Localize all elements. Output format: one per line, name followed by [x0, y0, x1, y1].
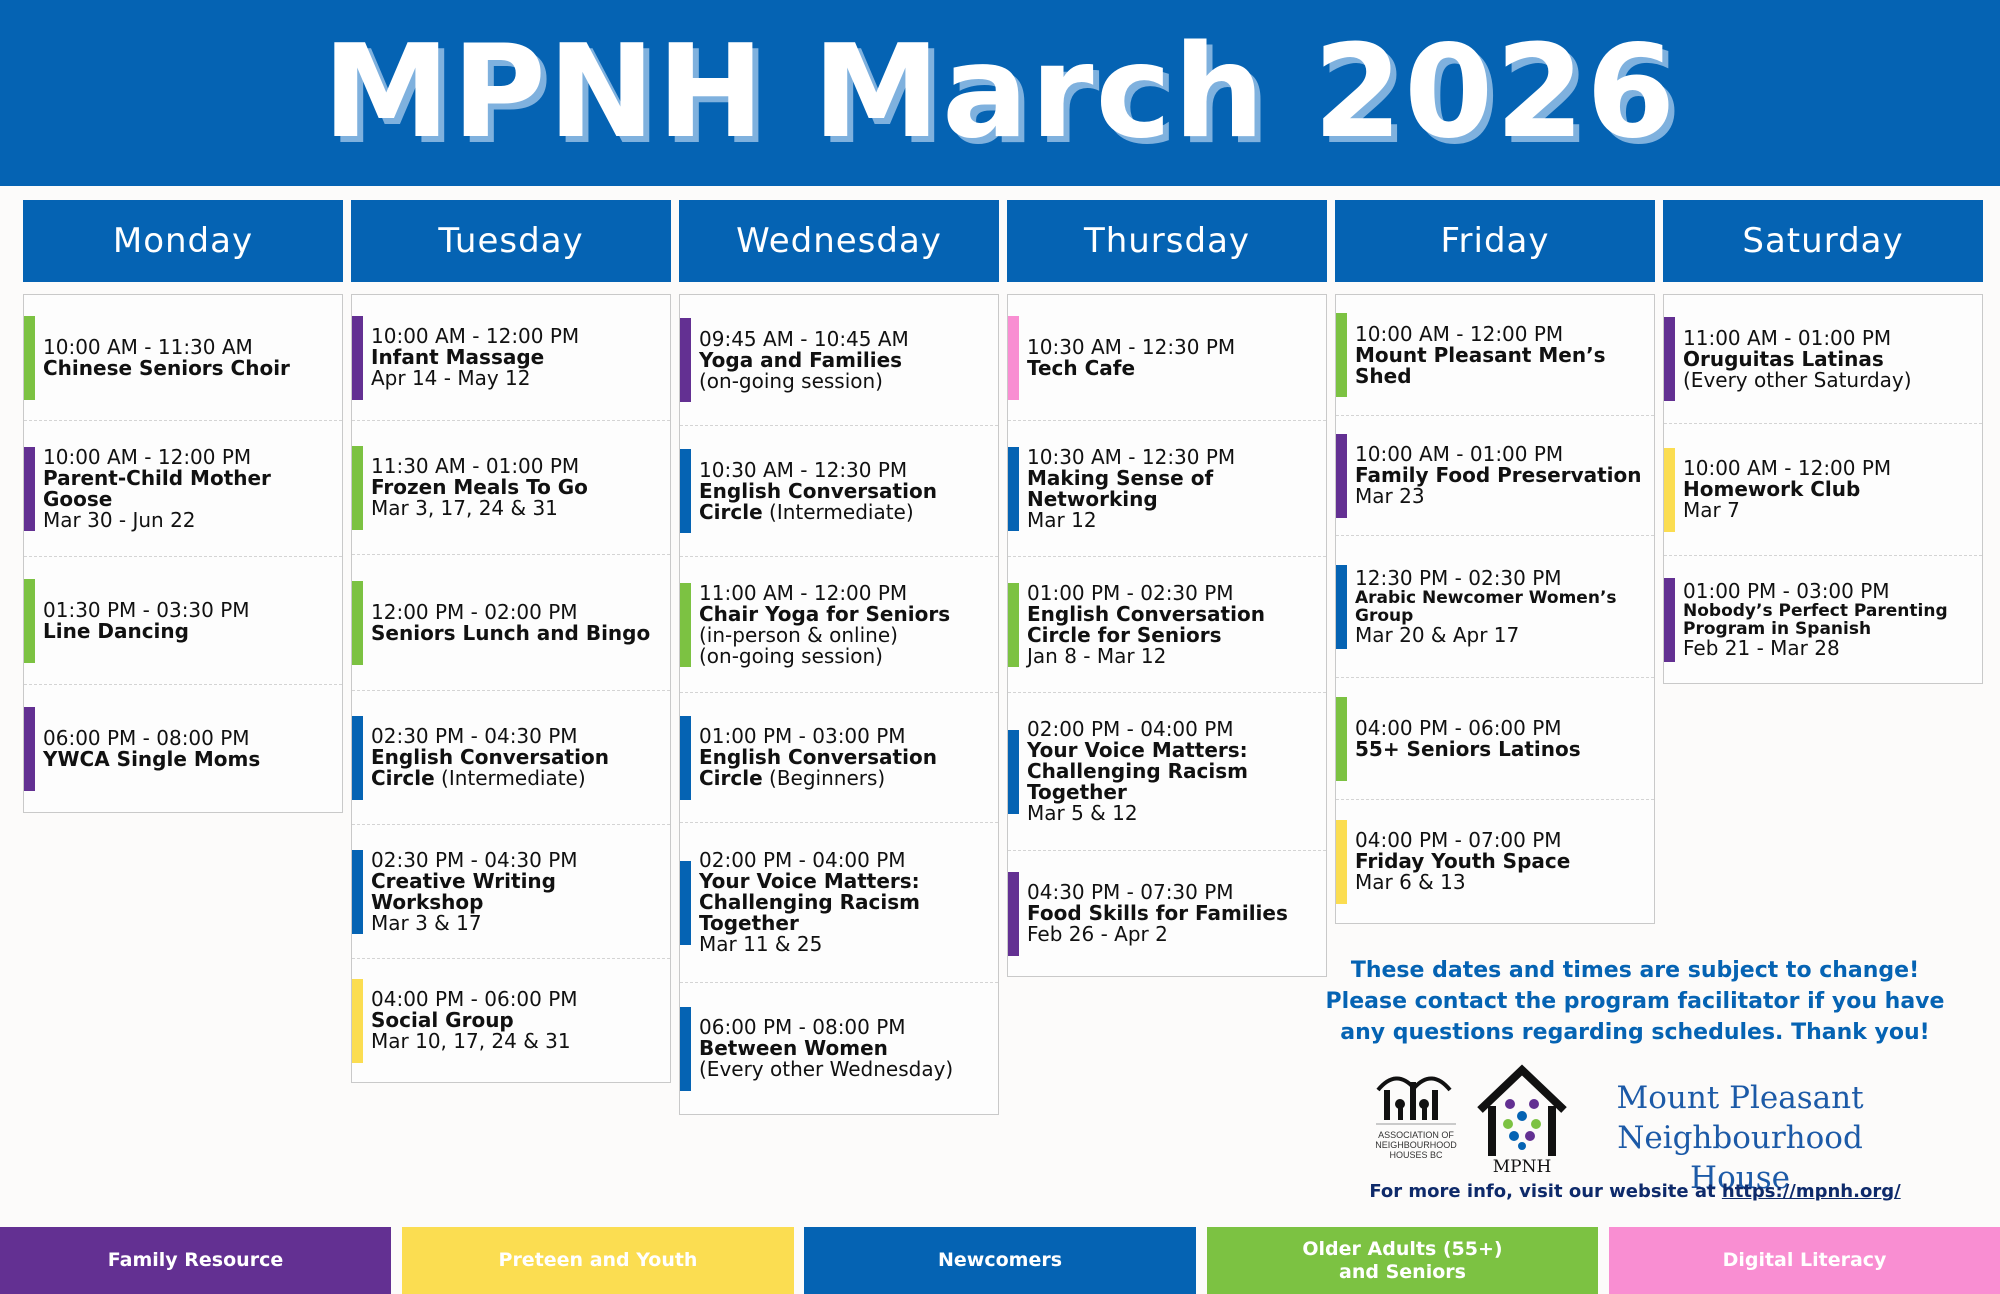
- event-text: [1008, 444, 1326, 532]
- event-item: [352, 420, 670, 554]
- mpnh-house-logo: [1480, 1070, 1564, 1177]
- day-column-thursday: [1007, 200, 1327, 977]
- event-text: [680, 1017, 959, 1080]
- category-bar: [680, 318, 691, 402]
- event-text: [1336, 444, 1648, 507]
- website-link[interactable]: https://mpnh.org/: [1721, 1181, 1901, 1202]
- event-title: Creative Writing Workshop: [371, 868, 556, 914]
- event-time: 02:00 PM - 04:00 PM: [699, 848, 906, 872]
- event-text: [1336, 830, 1576, 893]
- mpnh-logo-label: MPNH: [1492, 1157, 1552, 1177]
- category-bar: [1664, 448, 1675, 532]
- category-bar: [1008, 316, 1019, 400]
- event-time: 04:30 PM - 07:30 PM: [1027, 880, 1234, 904]
- event-title: Chinese Seniors Choir: [43, 355, 290, 380]
- event-detail: Jan 8 - Mar 12: [1027, 643, 1167, 668]
- category-bar: [1336, 565, 1347, 649]
- event-title: Chair Yoga for Seniors: [699, 601, 951, 626]
- event-title: Parent-Child Mother Goose: [43, 465, 271, 511]
- event-item: [1008, 295, 1326, 420]
- event-time: 10:00 AM - 12:00 PM: [371, 324, 580, 348]
- event-detail: Mar 3 & 17: [371, 910, 482, 935]
- event-item: [680, 822, 998, 982]
- anh-bc-logo: [1375, 1078, 1457, 1160]
- event-title: Mount Pleasant Men’s Shed: [1355, 342, 1606, 388]
- event-text: [352, 456, 594, 519]
- day-header: Thursday: [1007, 200, 1327, 282]
- category-bar: [1008, 447, 1019, 531]
- event-item: [1008, 850, 1326, 976]
- event-item: [1336, 415, 1654, 535]
- event-time: 04:00 PM - 06:00 PM: [371, 987, 578, 1011]
- event-text: [1008, 334, 1241, 380]
- event-text: [24, 725, 266, 771]
- event-detail: (in-person & online): [699, 622, 898, 647]
- category-bar: [680, 716, 691, 800]
- event-item: [24, 556, 342, 684]
- event-list: [351, 294, 671, 1083]
- day-header: Saturday: [1663, 200, 1983, 282]
- day-column-monday: [23, 200, 343, 813]
- event-detail: Mar 30 - Jun 22: [43, 507, 196, 532]
- day-header: Wednesday: [679, 200, 999, 282]
- event-detail: Mar 5 & 12: [1027, 801, 1138, 825]
- event-time: 01:00 PM - 03:00 PM: [1683, 578, 1890, 603]
- category-bar: [352, 850, 363, 934]
- event-text: [24, 334, 296, 380]
- category-bar: [1008, 730, 1019, 814]
- day-header: Friday: [1335, 200, 1655, 282]
- org-name-line: Mount Pleasant: [1616, 1080, 1864, 1116]
- event-item: [1008, 556, 1326, 692]
- event-title: Social Group: [371, 1008, 514, 1032]
- event-detail: (on-going session): [699, 368, 883, 393]
- event-text: [1336, 715, 1587, 761]
- event-title: English Conversation Circle for Seniors: [1027, 601, 1265, 647]
- event-text: [1336, 321, 1654, 388]
- event-text: [1008, 719, 1326, 824]
- event-title: Tech Cafe: [1027, 355, 1136, 380]
- legend-digital: Digital Literacy: [1609, 1227, 2000, 1294]
- event-time: 11:00 AM - 12:00 PM: [699, 580, 908, 605]
- event-text: [680, 457, 998, 524]
- event-title: Infant Massage: [371, 345, 545, 369]
- event-list: [679, 294, 999, 1115]
- category-bar: [1008, 583, 1019, 667]
- day-header: Tuesday: [351, 200, 671, 282]
- event-text: [1336, 565, 1654, 647]
- event-title: Friday Youth Space: [1355, 849, 1571, 873]
- event-time: 12:30 PM - 02:30 PM: [1355, 565, 1562, 590]
- legend-newcomers: Newcomers: [804, 1227, 1196, 1294]
- event-time: 06:00 PM - 08:00 PM: [43, 725, 250, 750]
- event-item: [1008, 692, 1326, 850]
- event-title: Arabic Newcomer Women’s Group: [1355, 587, 1617, 626]
- event-detail: Feb 21 - Mar 28: [1683, 635, 1840, 660]
- event-item: [1336, 677, 1654, 799]
- event-title: Seniors Lunch and Bingo: [371, 620, 651, 645]
- notice-line: These dates and times are subject to change!: [1350, 958, 1920, 983]
- event-time: 04:00 PM - 07:00 PM: [1355, 828, 1562, 852]
- visit-text: For more info, visit our website at: [1369, 1181, 1722, 1202]
- event-item: [352, 690, 670, 824]
- category-bar: [24, 579, 35, 663]
- event-detail: Mar 3, 17, 24 & 31: [371, 496, 558, 520]
- notice-line: any questions regarding schedules. Thank you!: [1340, 1020, 1930, 1045]
- day-header: Monday: [23, 200, 343, 282]
- event-text: [680, 326, 915, 393]
- anh-text: NEIGHBOURHOOD: [1375, 1140, 1457, 1150]
- event-detail: (Every other Saturday): [1683, 367, 1912, 392]
- event-detail: (Every other Wednesday): [699, 1057, 954, 1081]
- event-time: 10:00 AM - 01:00 PM: [1355, 442, 1564, 466]
- event-level: (Intermediate): [762, 499, 914, 524]
- event-item: [352, 295, 670, 420]
- event-detail: Feb 26 - Apr 2: [1027, 922, 1168, 946]
- category-bar: [352, 316, 363, 400]
- event-time: 11:00 AM - 01:00 PM: [1683, 325, 1892, 350]
- event-title: English Conversation Circle (Intermediate): [371, 745, 609, 790]
- event-item: [680, 692, 998, 822]
- event-time: 01:30 PM - 03:30 PM: [43, 597, 250, 622]
- event-title: Yoga and Families: [699, 347, 903, 372]
- event-title: Your Voice Matters: Challenging Racism Together: [699, 869, 920, 935]
- legend-older: Older Adults (55+) and Seniors: [1207, 1227, 1598, 1294]
- org-name-line: Neighbourhood House: [1617, 1120, 1863, 1196]
- org-name: [1575, 1078, 1905, 1198]
- event-item: [1664, 423, 1982, 555]
- event-time: 10:00 AM - 12:00 PM: [43, 444, 252, 469]
- event-text: [680, 580, 956, 668]
- event-time: 10:00 AM - 12:00 PM: [1355, 321, 1564, 346]
- event-detail: Mar 11 & 25: [699, 932, 823, 956]
- event-item: [1336, 295, 1654, 415]
- category-bar: [680, 1007, 691, 1091]
- category-bar: [1336, 820, 1347, 904]
- notice-line: Please contact the program facilitator if you have: [1325, 989, 1945, 1014]
- event-item: [1664, 295, 1982, 423]
- page-header: [0, 0, 2000, 186]
- event-item: [352, 554, 670, 690]
- page-title: MPNH March 2026: [322, 18, 1678, 167]
- category-bar: [24, 447, 35, 531]
- event-title: Family Food Preservation: [1355, 463, 1642, 487]
- category-bar: [24, 316, 35, 400]
- event-text: [352, 847, 670, 935]
- event-text: [352, 989, 584, 1052]
- event-time: 10:30 AM - 12:30 PM: [1027, 444, 1236, 469]
- event-title: Frozen Meals To Go: [371, 475, 588, 499]
- event-text: [24, 597, 256, 643]
- event-text: [680, 726, 998, 789]
- event-item: [24, 420, 342, 556]
- category-bar: [352, 716, 363, 800]
- category-bar: [352, 581, 363, 665]
- event-time: 04:00 PM - 06:00 PM: [1355, 715, 1562, 740]
- category-bar: [680, 583, 691, 667]
- event-title: English Conversation Circle (Intermediate): [699, 478, 937, 524]
- category-bar: [1664, 317, 1675, 401]
- event-list: [23, 294, 343, 813]
- category-bar: [1336, 313, 1347, 397]
- category-bar: [1336, 434, 1347, 518]
- event-text: [24, 444, 342, 532]
- event-title: Homework Club: [1683, 477, 1861, 501]
- event-item: [1336, 799, 1654, 923]
- event-time: 01:00 PM - 03:00 PM: [699, 724, 906, 748]
- event-item: [1664, 555, 1982, 683]
- event-text: [352, 726, 670, 789]
- event-title: 55+ Seniors Latinos: [1355, 736, 1581, 761]
- category-bar: [24, 707, 35, 791]
- event-list: [1335, 294, 1655, 924]
- event-time: 02:30 PM - 04:30 PM: [371, 847, 578, 872]
- day-column-tuesday: [351, 200, 671, 1083]
- event-item: [1336, 535, 1654, 677]
- event-item: [680, 295, 998, 425]
- event-detail: Mar 6 & 13: [1355, 870, 1466, 894]
- anh-text: ASSOCIATION OF: [1378, 1130, 1454, 1140]
- event-level: (Beginners): [762, 766, 886, 790]
- event-title: English Conversation Circle (Beginners): [699, 745, 937, 790]
- event-item: [24, 295, 342, 420]
- event-text: [1664, 325, 1918, 392]
- day-column-saturday: [1663, 200, 1983, 684]
- event-time: 12:00 PM - 02:00 PM: [371, 599, 578, 624]
- schedule-notice: [1320, 955, 1950, 1048]
- event-list: [1007, 294, 1327, 977]
- event-time: 10:00 AM - 11:30 AM: [43, 334, 253, 359]
- event-time: 11:30 AM - 01:00 PM: [371, 454, 580, 478]
- event-detail: Apr 14 - May 12: [371, 366, 531, 390]
- event-time: 10:00 AM - 12:00 PM: [1683, 456, 1892, 480]
- event-time: 01:00 PM - 02:30 PM: [1027, 580, 1234, 605]
- event-item: [680, 556, 998, 692]
- event-item: [680, 425, 998, 556]
- event-time: 09:45 AM - 10:45 AM: [699, 326, 909, 351]
- category-bar: [1664, 578, 1675, 662]
- event-level: (Intermediate): [434, 766, 586, 790]
- event-text: [1664, 458, 1897, 521]
- category-bar: [680, 449, 691, 533]
- event-detail: Mar 10, 17, 24 & 31: [371, 1029, 571, 1053]
- event-title: Your Voice Matters: Challenging Racism Together: [1027, 738, 1248, 804]
- legend-family: Family Resource: [0, 1227, 391, 1294]
- event-detail: (on-going session): [699, 643, 883, 668]
- category-bar: [352, 979, 363, 1063]
- event-text: [352, 326, 585, 389]
- event-item: [680, 982, 998, 1114]
- event-title: Making Sense of Networking: [1027, 465, 1214, 511]
- event-text: [352, 599, 656, 645]
- event-time: 06:00 PM - 08:00 PM: [699, 1015, 906, 1039]
- event-title: Between Women: [699, 1036, 888, 1060]
- event-item: [24, 684, 342, 812]
- event-detail: Mar 20 & Apr 17: [1355, 622, 1520, 647]
- category-bar: [352, 446, 363, 530]
- event-time: 10:30 AM - 12:30 PM: [1027, 334, 1236, 359]
- event-detail: Mar 7: [1683, 498, 1740, 522]
- category-bar: [1336, 697, 1347, 781]
- anh-text: HOUSES BC: [1389, 1150, 1443, 1160]
- event-detail: Mar 23: [1355, 484, 1425, 508]
- event-time: 02:00 PM - 04:00 PM: [1027, 717, 1234, 741]
- event-text: [1664, 578, 1982, 660]
- event-title: YWCA Single Moms: [43, 746, 261, 771]
- event-text: [1008, 882, 1294, 945]
- legend-youth: Preteen and Youth: [402, 1227, 794, 1294]
- day-column-wednesday: [679, 200, 999, 1115]
- event-time: 02:30 PM - 04:30 PM: [371, 724, 578, 748]
- event-text: [1008, 580, 1326, 668]
- category-legend: [0, 1227, 2000, 1294]
- event-title: Food Skills for Families: [1027, 901, 1288, 925]
- event-text: [680, 850, 998, 955]
- category-bar: [680, 861, 691, 945]
- day-column-friday: [1335, 200, 1655, 924]
- event-time: 10:30 AM - 12:30 PM: [699, 457, 908, 482]
- event-title: Oruguitas Latinas: [1683, 346, 1884, 371]
- event-detail: Mar 12: [1027, 507, 1097, 532]
- visit-website: [1340, 1181, 1930, 1202]
- event-item: [352, 824, 670, 958]
- event-title: Nobody’s Perfect Parenting Program in Spanish: [1683, 600, 1948, 639]
- category-bar: [1008, 872, 1019, 956]
- event-item: [1008, 420, 1326, 556]
- event-title: Line Dancing: [43, 618, 189, 643]
- event-item: [352, 958, 670, 1082]
- event-list: [1663, 294, 1983, 684]
